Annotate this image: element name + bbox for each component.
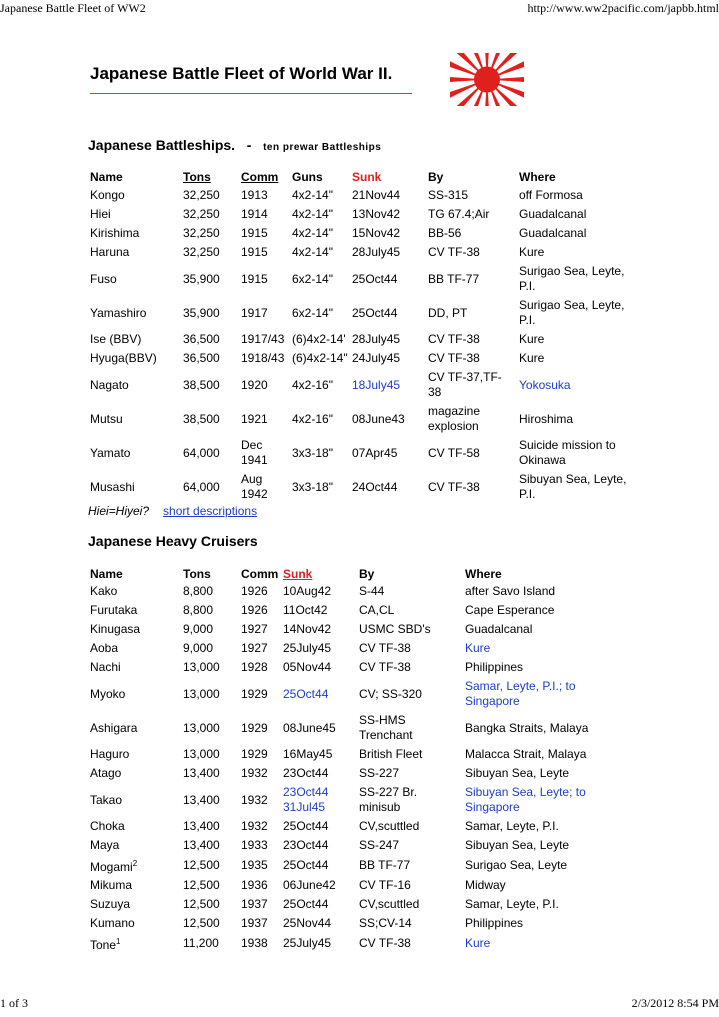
cell-where: Sibuyan Sea, Leyte bbox=[465, 838, 570, 852]
cell-tons: 12,500 bbox=[183, 916, 220, 930]
cell-by: CV TF-37,TF-38 bbox=[428, 370, 502, 399]
cell-comm: 1926 bbox=[241, 584, 268, 598]
cell-sunk: 25July45 bbox=[283, 641, 332, 655]
cruiser-row bbox=[88, 582, 623, 601]
cell-sunk: 25Oct44 bbox=[283, 858, 329, 872]
cell-comm: 1927 bbox=[241, 622, 268, 636]
cell-where: Suicide mission to Okinawa bbox=[519, 438, 616, 467]
print-header-title: Japanese Battle Fleet of WW2 bbox=[0, 1, 146, 15]
cell-comm: 1917/43 bbox=[241, 332, 285, 346]
cell-by: SS;CV-14 bbox=[359, 916, 412, 930]
cell-by: DD, PT bbox=[428, 305, 468, 320]
cell-sunk: 06June42 bbox=[283, 878, 336, 892]
cell-sunk: 18July45 bbox=[352, 377, 401, 392]
cell-tons: 32,250 bbox=[183, 188, 220, 202]
cell-name: Kako bbox=[90, 584, 118, 598]
cell-name: Nagato bbox=[90, 377, 129, 392]
cell-where: after Savo Island bbox=[465, 584, 556, 598]
cell-tons: 64,000 bbox=[183, 479, 220, 494]
cell-tons: 8,800 bbox=[183, 584, 214, 598]
cell-sunk: 05Nov44 bbox=[283, 660, 332, 674]
cell-by: CV TF-38 bbox=[428, 479, 480, 494]
col-header-name: Name bbox=[90, 169, 123, 184]
cruiser-row bbox=[88, 933, 623, 954]
cell-by: CV TF-58 bbox=[428, 445, 480, 460]
cell-name: Musashi bbox=[90, 479, 135, 494]
cell-tons: 35,900 bbox=[183, 271, 220, 286]
cell-comm: 1937 bbox=[241, 916, 268, 930]
cruiser-row bbox=[88, 914, 623, 933]
cell-where: Kure bbox=[519, 332, 545, 346]
cell-where: Kure bbox=[465, 936, 491, 950]
cell-by: CV,scuttled bbox=[359, 819, 420, 833]
cell-tons: 13,000 bbox=[183, 747, 220, 761]
cell-sunk: 25Oct44 bbox=[352, 305, 398, 320]
cell-sunk: 08June45 bbox=[283, 720, 336, 735]
cell-name: Mutsu bbox=[90, 411, 123, 426]
cell-guns: 4x2-14" bbox=[292, 245, 333, 259]
cell-sunk: 16May45 bbox=[283, 747, 333, 761]
col-header-comm: Comm bbox=[241, 566, 279, 581]
cell-comm: 1937 bbox=[241, 897, 268, 911]
cell-sunk: 23Oct44 bbox=[283, 838, 329, 852]
cell-name: Nachi bbox=[90, 660, 121, 674]
cell-by: BB TF-77 bbox=[428, 271, 480, 286]
cell-name bbox=[88, 855, 181, 876]
cell-name: Mikuma bbox=[90, 878, 133, 892]
cell-comm: 1920 bbox=[241, 377, 268, 392]
cell-where: Hiroshima bbox=[519, 411, 574, 426]
cell-name: Myoko bbox=[90, 686, 126, 701]
ship-name: Mogami bbox=[90, 860, 133, 874]
cell-comm: 1918/43 bbox=[241, 351, 285, 365]
col-header-comm: Comm bbox=[241, 169, 279, 184]
cruisers-heading: Japanese Heavy Cruisers bbox=[88, 533, 258, 549]
cell-comm: 1929 bbox=[241, 720, 268, 735]
cell-comm: 1928 bbox=[241, 660, 268, 674]
page-title: Japanese Battle Fleet of World War II. bbox=[90, 64, 393, 83]
cell-comm: 1915 bbox=[241, 226, 268, 240]
cell-by: TG 67.4;Air bbox=[428, 207, 490, 221]
cell-comm: Dec 1941 bbox=[241, 438, 268, 467]
cell-comm: 1932 bbox=[241, 766, 268, 780]
cell-by: CV TF-38 bbox=[359, 660, 411, 674]
cell-sunk: 28July45 bbox=[352, 332, 401, 346]
battleships-heading bbox=[88, 137, 381, 153]
cell-sunk: 14Nov42 bbox=[283, 622, 332, 636]
col-header-name: Name bbox=[90, 566, 123, 581]
cell-where: Surigao Sea, Leyte bbox=[465, 858, 568, 872]
cell-comm: 1917 bbox=[241, 305, 268, 320]
cell-name: Kirishima bbox=[90, 226, 140, 240]
cell-where: Samar, Leyte, P.I.; to Singapore bbox=[465, 679, 576, 708]
cell-tons: 9,000 bbox=[183, 622, 214, 636]
cell-comm: 1936 bbox=[241, 878, 268, 892]
cell-where: Samar, Leyte, P.I. bbox=[465, 819, 559, 833]
cell-tons: 13,400 bbox=[183, 819, 220, 833]
cell-by: CV; SS-320 bbox=[359, 686, 422, 701]
cell-name: Maya bbox=[90, 838, 120, 852]
title-underline bbox=[90, 93, 412, 94]
cell-where: Malacca Strait, Malaya bbox=[465, 747, 587, 761]
cell-sunk: 11Oct42 bbox=[283, 603, 328, 617]
hiei-note: Hiei=Hiyei? bbox=[88, 504, 150, 518]
cell-by: CV TF-38 bbox=[359, 936, 411, 950]
cell-sunk: 10Aug42 bbox=[283, 584, 332, 598]
cell-tons: 38,500 bbox=[183, 411, 220, 426]
battleships-table bbox=[88, 168, 637, 504]
cell-name: Hyuga(BBV) bbox=[90, 351, 157, 365]
cruiser-row bbox=[88, 783, 623, 817]
cell-by: BB-56 bbox=[428, 226, 462, 240]
cell-name: Yamato bbox=[90, 445, 131, 460]
cell-tons: 32,250 bbox=[183, 245, 220, 259]
battleship-row bbox=[88, 470, 637, 504]
cell-guns: 4x2-16" bbox=[292, 411, 333, 426]
cell-where: Sibuyan Sea, Leyte; to Singapore bbox=[465, 785, 586, 814]
cell-tons: 64,000 bbox=[183, 445, 220, 460]
cell-comm: 1915 bbox=[241, 271, 268, 286]
cell-tons: 13,000 bbox=[183, 720, 220, 735]
cell-by: SS-315 bbox=[428, 188, 469, 202]
battleship-row bbox=[88, 296, 637, 330]
cell-tons: 32,250 bbox=[183, 207, 220, 221]
cell-name: Atago bbox=[90, 766, 122, 780]
cruiser-row bbox=[88, 601, 623, 620]
battleships-subtitle: ten prewar Battleships bbox=[263, 142, 382, 153]
cell-comm: 1929 bbox=[241, 686, 268, 701]
cruiser-row bbox=[88, 836, 623, 855]
battleship-row bbox=[88, 368, 637, 402]
cell-by: CV TF-38 bbox=[428, 351, 480, 365]
battleship-row bbox=[88, 262, 637, 296]
print-header-url: http://www.ww2pacific.com/japbb.html bbox=[527, 1, 719, 15]
cruisers-header-row bbox=[88, 566, 623, 582]
cell-guns: 4x2-14" bbox=[292, 188, 333, 202]
cell-where: Cape Esperance bbox=[465, 603, 555, 617]
battleship-row bbox=[88, 224, 637, 243]
cell-guns: 4x2-16" bbox=[292, 377, 333, 392]
cell-where: Kure bbox=[519, 351, 545, 365]
short-descriptions-link[interactable]: short descriptions bbox=[163, 504, 258, 518]
cell-tons: 12,500 bbox=[183, 897, 220, 911]
cell-where: Philippines bbox=[465, 916, 524, 930]
print-footer-date: 2/3/2012 8:54 PM bbox=[631, 996, 719, 1010]
col-header-where: Where bbox=[519, 169, 556, 184]
cell-where: off Formosa bbox=[519, 188, 583, 202]
footnote-marker: 1 bbox=[116, 937, 121, 946]
cell-where: Surigao Sea, Leyte, P.I. bbox=[519, 298, 625, 327]
battleship-row bbox=[88, 436, 637, 470]
cruiser-row bbox=[88, 711, 623, 745]
cell-tons: 12,500 bbox=[183, 878, 220, 892]
cell-tons: 36,500 bbox=[183, 351, 220, 365]
col-header-tons: Tons bbox=[183, 169, 211, 184]
cell-comm: Aug 1942 bbox=[241, 472, 268, 501]
cell-tons: 36,500 bbox=[183, 332, 220, 346]
cell-guns: 3x3-18" bbox=[292, 445, 333, 460]
cell-guns: (6)4x2-14' bbox=[292, 332, 346, 346]
cell-sunk: 25July45 bbox=[283, 936, 332, 950]
cell-name: Haruna bbox=[90, 245, 130, 259]
cruiser-row bbox=[88, 658, 623, 677]
cell-where: Philippines bbox=[465, 660, 524, 674]
cell-tons: 32,250 bbox=[183, 226, 220, 240]
cell-comm: 1921 bbox=[241, 411, 268, 426]
cell-name bbox=[88, 933, 181, 954]
cell-comm: 1926 bbox=[241, 603, 268, 617]
cell-by: CV,scuttled bbox=[359, 897, 420, 911]
cell-guns: 6x2-14" bbox=[292, 305, 333, 320]
col-header-guns: Guns bbox=[292, 169, 323, 184]
cruiser-row bbox=[88, 764, 623, 783]
cell-sunk: 25Oct44 bbox=[352, 271, 398, 286]
cell-name: Takao bbox=[90, 792, 123, 807]
battleship-row bbox=[88, 402, 637, 436]
cruiser-row bbox=[88, 855, 623, 876]
cell-name: Fuso bbox=[90, 271, 117, 286]
cell-comm: 1913 bbox=[241, 188, 268, 202]
cell-by: CA,CL bbox=[359, 603, 395, 617]
cell-by: CV TF-38 bbox=[428, 332, 480, 346]
cell-name: Yamashiro bbox=[90, 305, 147, 320]
cell-tons: 38,500 bbox=[183, 377, 220, 392]
cell-by: SS-227 Br. minisub bbox=[359, 785, 418, 814]
cell-comm: 1927 bbox=[241, 641, 268, 655]
cell-sunk: 25Nov44 bbox=[283, 916, 332, 930]
battleships-title: Japanese Battleships. bbox=[88, 137, 236, 153]
col-header-by: By bbox=[428, 169, 444, 184]
cell-where: Midway bbox=[465, 878, 506, 892]
cruiser-row bbox=[88, 895, 623, 914]
cell-where: Guadalcanal bbox=[519, 207, 587, 221]
cell-guns: (6)4x2-14" bbox=[292, 351, 348, 365]
cell-name: Haguro bbox=[90, 747, 130, 761]
cruiser-row bbox=[88, 639, 623, 658]
cell-sunk: 13Nov42 bbox=[352, 207, 401, 221]
cell-comm: 1929 bbox=[241, 747, 268, 761]
cell-where: Bangka Straits, Malaya bbox=[465, 720, 589, 735]
cell-sunk: 24July45 bbox=[352, 351, 401, 365]
cell-where: Kure bbox=[465, 641, 491, 655]
cell-by: magazine explosion bbox=[428, 404, 481, 433]
cell-guns: 3x3-18" bbox=[292, 479, 333, 494]
cell-name: Ashigara bbox=[90, 720, 138, 735]
cruiser-row bbox=[88, 745, 623, 764]
battleship-row bbox=[88, 349, 637, 368]
cell-name: Aoba bbox=[90, 641, 119, 655]
cell-tons: 9,000 bbox=[183, 641, 214, 655]
cell-sunk: 23Oct44 31Jul45 bbox=[283, 785, 329, 814]
col-header-sunk: Sunk bbox=[283, 566, 313, 581]
col-header-sunk: Sunk bbox=[352, 169, 382, 184]
cell-tons: 35,900 bbox=[183, 305, 220, 320]
cell-name: Ise (BBV) bbox=[90, 332, 142, 346]
cell-comm: 1935 bbox=[241, 858, 268, 872]
cell-tons: 13,000 bbox=[183, 686, 220, 701]
cell-sunk: 07Apr45 bbox=[352, 445, 398, 460]
battleship-row bbox=[88, 205, 637, 224]
cruisers-table bbox=[88, 566, 623, 954]
cruiser-row bbox=[88, 620, 623, 639]
cell-sunk: 25Oct44 bbox=[283, 686, 329, 701]
cell-tons: 13,000 bbox=[183, 660, 220, 674]
cell-by: CV TF-38 bbox=[428, 245, 480, 259]
cell-tons: 11,200 bbox=[183, 936, 219, 950]
cell-by: British Fleet bbox=[359, 747, 423, 761]
cell-name: Furutaka bbox=[90, 603, 138, 617]
cell-name: Hiei bbox=[90, 207, 111, 221]
cell-name: Choka bbox=[90, 819, 125, 833]
cell-by: CV TF-38 bbox=[359, 641, 411, 655]
cruiser-row bbox=[88, 817, 623, 836]
cell-where: Sibuyan Sea, Leyte, P.I. bbox=[519, 472, 627, 501]
battleships-footnote bbox=[88, 504, 257, 518]
cell-sunk: 28July45 bbox=[352, 245, 401, 259]
cell-by: USMC SBD's bbox=[359, 622, 431, 636]
cell-sunk: 24Oct44 bbox=[352, 479, 398, 494]
col-header-where: Where bbox=[465, 566, 502, 581]
cell-sunk: 25Oct44 bbox=[283, 819, 329, 833]
cell-sunk: 15Nov42 bbox=[352, 226, 401, 240]
cruiser-row bbox=[88, 677, 623, 711]
rising-sun-flag-icon bbox=[450, 53, 524, 106]
cell-by: SS-227 bbox=[359, 766, 400, 780]
cell-sunk: 25Oct44 bbox=[283, 897, 329, 911]
ship-name: Tone bbox=[90, 938, 117, 952]
cell-where: Samar, Leyte, P.I. bbox=[465, 897, 559, 911]
cell-sunk: 23Oct44 bbox=[283, 766, 329, 780]
cell-guns: 4x2-14" bbox=[292, 226, 333, 240]
cell-name: Kumano bbox=[90, 916, 135, 930]
cell-name: Suzuya bbox=[90, 897, 131, 911]
cell-tons: 8,800 bbox=[183, 603, 214, 617]
cell-by: SS-247 bbox=[359, 838, 400, 852]
cell-by: BB TF-77 bbox=[359, 858, 411, 872]
cell-where: Yokosuka bbox=[519, 377, 571, 392]
cell-comm: 1915 bbox=[241, 245, 268, 259]
cell-where: Kure bbox=[519, 245, 545, 259]
cell-where: Guadalcanal bbox=[519, 226, 587, 240]
cell-tons: 13,400 bbox=[183, 838, 220, 852]
footnote-marker: 2 bbox=[132, 859, 138, 868]
battleship-row bbox=[88, 330, 637, 349]
cell-comm: 1932 bbox=[241, 792, 268, 807]
cell-name: Kinugasa bbox=[90, 622, 141, 636]
battleships-header-row bbox=[88, 168, 637, 186]
cell-tons: 12,500 bbox=[183, 858, 220, 872]
cell-name: Kongo bbox=[90, 188, 125, 202]
cell-comm: 1914 bbox=[241, 207, 268, 221]
cell-comm: 1933 bbox=[241, 838, 268, 852]
cell-comm: 1932 bbox=[241, 819, 268, 833]
cell-where: Guadalcanal bbox=[465, 622, 533, 636]
cell-by: SS-HMS Trenchant bbox=[359, 713, 413, 742]
heading-dash: - bbox=[246, 137, 252, 153]
cell-sunk: 08June43 bbox=[352, 411, 405, 426]
cell-guns: 6x2-14" bbox=[292, 271, 333, 286]
col-header-by: By bbox=[359, 566, 375, 581]
cell-by: S-44 bbox=[359, 584, 385, 598]
cell-where: Surigao Sea, Leyte, P.I. bbox=[519, 264, 625, 293]
cell-tons: 13,400 bbox=[183, 766, 220, 780]
cell-by: CV TF-16 bbox=[359, 878, 411, 892]
cell-tons: 13,400 bbox=[183, 792, 220, 807]
cell-where: Sibuyan Sea, Leyte bbox=[465, 766, 570, 780]
cell-comm: 1938 bbox=[241, 936, 268, 950]
print-footer-page: 1 of 3 bbox=[0, 996, 28, 1010]
cruiser-row bbox=[88, 876, 623, 895]
battleship-row bbox=[88, 243, 637, 262]
col-header-tons: Tons bbox=[183, 566, 211, 581]
battleship-row bbox=[88, 186, 637, 205]
cell-sunk: 21Nov44 bbox=[352, 188, 401, 202]
cell-guns: 4x2-14" bbox=[292, 207, 333, 221]
